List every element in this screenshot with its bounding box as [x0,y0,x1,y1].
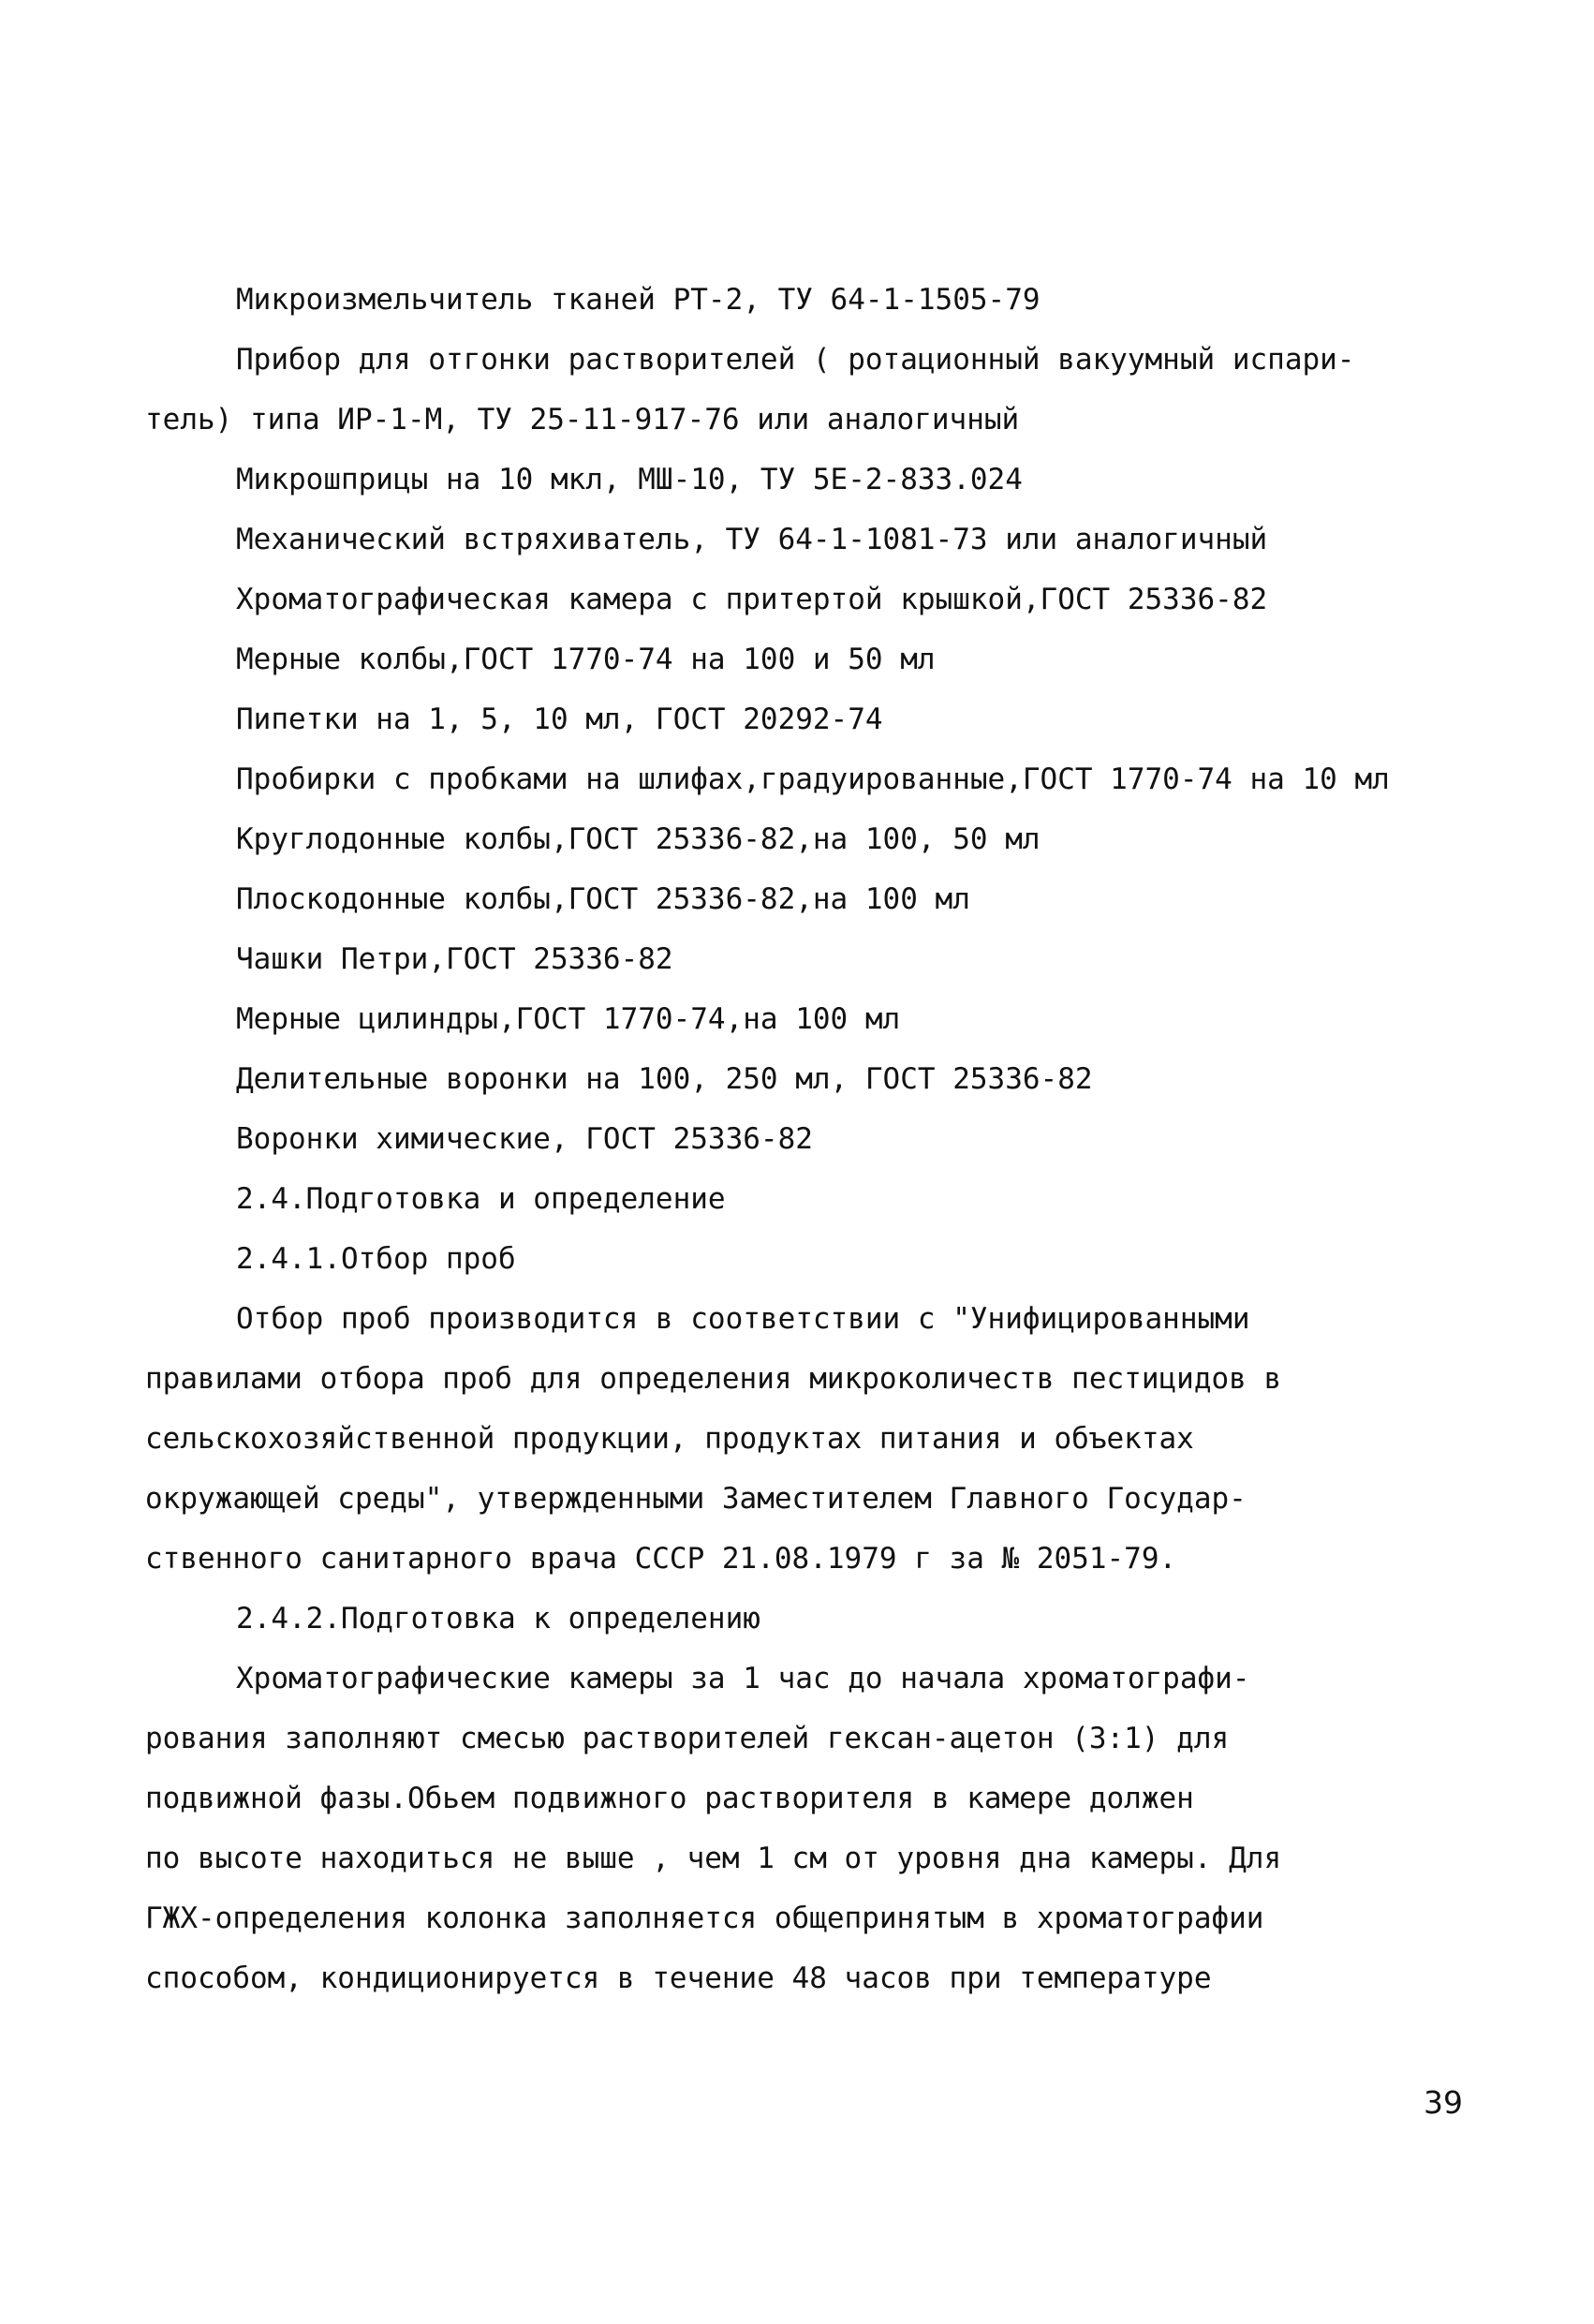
section-heading-2-4: 2.4.Подготовка и определение [236,1182,726,1216]
paragraph1-line-3: сельскохозяйственной продукции, продуктах питания и объектах [145,1422,1194,1456]
paragraph2-line-4: по высоте находиться не выше , чем 1 см от уровня дна камеры. Для [145,1842,1282,1875]
equipment-line-12: Мерные цилиндры,ГОСТ 1770-74,на 100 мл [236,1002,901,1036]
paragraph2-line-5: ГЖХ-определения колонка заполняется общепринятым в хроматографии [145,1902,1264,1935]
page-number: 39 [1424,2084,1463,2121]
equipment-line-8: Пробирки с пробками на шлифах,градуированные,ГОСТ 1770-74 на 10 мл [236,762,1390,796]
paragraph1-line-4: окружающей среды", утвержденными Заместителем Главного Государ- [145,1482,1247,1516]
equipment-line-2-continued: тель) типа ИР-1-М, ТУ 25-11-917-76 или аналогичный [145,403,1020,437]
section-heading-2-4-2: 2.4.2.Подготовка к определению [236,1602,760,1636]
equipment-line-7: Пипетки на 1, 5, 10 мл, ГОСТ 20292-74 [236,703,883,736]
equipment-line-14: Воронки химические, ГОСТ 25336-82 [236,1122,813,1156]
paragraph1-line-2: правилами отбора проб для определения микроколичеств пестицидов в [145,1362,1282,1396]
paragraph1-line-1: Отбор проб производится в соответствии с "Унифицированными [236,1302,1250,1336]
equipment-line-4: Механический встряхиватель, ТУ 64-1-1081-73 или аналогичный [236,523,1268,556]
equipment-line-13: Делительные воронки на 100, 250 мл, ГОСТ 25336-82 [236,1062,1093,1096]
equipment-line-5: Хроматографическая камера с притертой крышкой,ГОСТ 25336-82 [236,583,1268,616]
equipment-line-9: Круглодонные колбы,ГОСТ 25336-82,на 100, 50 мл [236,822,1041,856]
equipment-line-3: Микрошприцы на 10 мкл, МШ-10, ТУ 5Е-2-833.024 [236,463,1023,496]
paragraph2-line-2: рования заполняют смесью растворителей гексан-ацетон (3:1) для [145,1722,1230,1755]
equipment-line-6: Мерные колбы,ГОСТ 1770-74 на 100 и 50 мл [236,643,936,676]
equipment-line-11: Чашки Петри,ГОСТ 25336-82 [236,942,673,976]
paragraph1-line-5: ственного санитарного врача СССР 21.08.1979 г за № 2051-79. [145,1542,1177,1576]
paragraph2-line-3: подвижной фазы.Обьем подвижного растворителя в камере должен [145,1782,1194,1815]
equipment-line-2: Прибор для отгонки растворителей ( ротационный вакуумный испари- [236,343,1355,377]
section-heading-2-4-1: 2.4.1.Отбор проб [236,1242,516,1276]
equipment-line-10: Плоскодонные колбы,ГОСТ 25336-82,на 100 мл [236,882,970,916]
paragraph2-line-1: Хроматографические камеры за 1 час до начала хроматографи- [236,1662,1250,1695]
paragraph2-line-6: способом, кондиционируется в течение 48 часов при температуре [145,1961,1212,1995]
equipment-line-1: Микроизмельчитель тканей РТ-2, ТУ 64-1-1505-79 [236,283,1041,317]
